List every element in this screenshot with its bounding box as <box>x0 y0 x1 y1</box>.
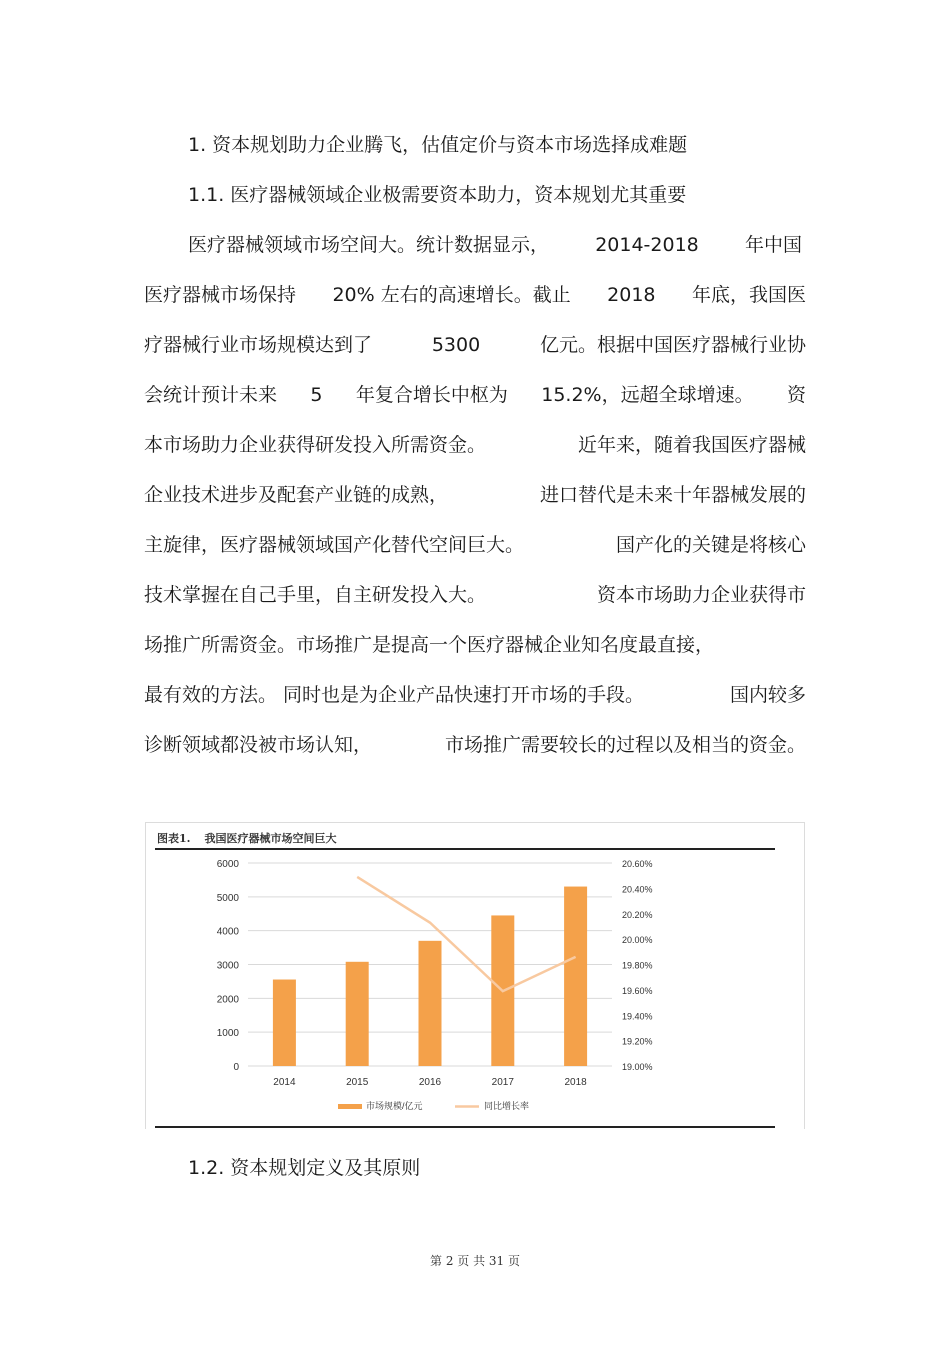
y-left-tick-label: 3000 <box>216 960 239 972</box>
x-tick-label: 2015 <box>346 1077 369 1088</box>
paragraph-segment: 2018 <box>607 284 656 306</box>
paragraph-segment: 主旋律，医疗器械领域国产化替代空间巨大。 <box>144 534 525 556</box>
figure-title <box>157 830 336 846</box>
paragraph-line <box>144 533 806 557</box>
paragraph-line <box>144 683 806 707</box>
heading-1-2: 1.2. 资本规划定义及其原则 <box>188 1157 421 1179</box>
y-right-tick-label: 19.60% <box>622 985 653 996</box>
paragraph-segment: 本市场助力企业获得研发投入所需资金。 <box>144 434 487 456</box>
y-right-tick-label: 20.00% <box>622 935 653 946</box>
paragraph-line <box>144 633 806 657</box>
y-left-tick-label: 4000 <box>216 926 239 938</box>
paragraph-segment: 年复合增长中枢为 <box>355 384 508 406</box>
paragraph-segment: 资 <box>786 384 806 406</box>
paragraph-segment: 医疗器械市场保持 <box>144 284 297 306</box>
paragraph-segment: 诊断领域都没被市场认知， <box>144 734 373 756</box>
paragraph-segment: 进口替代是未来十年器械发展的 <box>539 484 806 506</box>
paragraph-segment: 国产化的关键是将核心 <box>615 534 806 556</box>
paragraph-line <box>144 383 806 407</box>
y-right-tick-label: 19.40% <box>622 1011 653 1022</box>
paragraph-line <box>144 733 806 757</box>
y-right-tick-label: 20.60% <box>622 859 653 869</box>
paragraph-segment: 会统计预计未来 <box>144 384 278 406</box>
paragraph-segment: 疗器械行业市场规模达到了 <box>144 334 373 356</box>
y-right-tick-label: 19.80% <box>622 960 653 971</box>
heading-1-1: 1.1. 医疗器械领域企业极需要资本助力，资本规划尤其重要 <box>188 184 687 206</box>
paragraph-line <box>144 283 806 307</box>
paragraph-segment: 5 <box>310 384 323 406</box>
figure-bottom-rule <box>155 1126 775 1128</box>
y-right-tick-label: 20.40% <box>622 884 653 895</box>
figure-caption: 我国医疗器械市场空间巨大 <box>204 832 337 845</box>
y-left-tick-label: 5000 <box>216 892 239 904</box>
paragraph-segment: 医疗器械领域市场空间大。统计数据显示， <box>188 234 550 256</box>
y-left-tick-label: 1000 <box>216 1028 239 1040</box>
y-right-tick-label: 19.00% <box>622 1062 653 1072</box>
page-footer: 第 2 页 共 31 页 <box>430 1254 520 1268</box>
paragraph-segment: 亿元。根据中国医疗器械行业协 <box>539 334 806 356</box>
y-right-tick-label: 20.20% <box>622 909 653 920</box>
x-tick-label: 2018 <box>564 1077 587 1088</box>
legend-label-bars: 市场规模/亿元 <box>366 1101 423 1111</box>
paragraph-segment: 场推广所需资金。市场推广是提高一个医疗器械企业知名度最直接， <box>144 634 715 656</box>
y-right-tick-label: 19.20% <box>622 1036 653 1047</box>
paragraph-segment: 技术掌握在自己手里，自主研发投入大。 <box>144 584 487 606</box>
paragraph-segment: 近年来，随着我国医疗器械 <box>577 434 806 456</box>
paragraph-segment: 2014-2018 <box>595 234 699 256</box>
paragraph-line <box>144 333 806 357</box>
paragraph-segment: 最有效的方法。 同时也是为企业产品快速打开市场的手段。 <box>144 684 645 706</box>
x-tick-label: 2014 <box>273 1077 296 1088</box>
legend-label-line: 同比增长率 <box>484 1101 530 1111</box>
heading-1: 1. 资本规划助力企业腾飞，估值定价与资本市场选择成难题 <box>188 134 688 156</box>
paragraph-segment: 企业技术进步及配套产业链的成熟， <box>144 484 449 506</box>
paragraph-segment: 国内较多 <box>729 684 806 706</box>
figure-label: 图表1. <box>157 832 191 845</box>
paragraph-segment: 20% 左右的高速增长。截止 <box>332 284 571 306</box>
paragraph-line <box>144 583 806 607</box>
paragraph-line <box>144 483 806 507</box>
x-tick-label: 2016 <box>418 1077 442 1088</box>
paragraph-segment: 5300 <box>431 334 481 356</box>
figure-frame <box>145 822 805 1129</box>
y-left-tick-label: 6000 <box>216 859 239 870</box>
paragraph-segment: 市场推广需要较长的过程以及相当的资金。 <box>444 734 806 756</box>
paragraph-segment: 资本市场助力企业获得市 <box>596 584 806 606</box>
y-left-tick-label: 2000 <box>216 994 239 1006</box>
paragraph-segment: 年中国 <box>744 234 802 256</box>
x-tick-label: 2017 <box>491 1077 514 1088</box>
paragraph-segment: 年底，我国医 <box>691 284 806 306</box>
figure-top-rule <box>155 848 775 850</box>
paragraph-segment: 15.2%，远超全球增速。 <box>541 384 754 406</box>
paragraph-line <box>188 233 802 257</box>
y-left-tick-label: 0 <box>233 1062 239 1073</box>
paragraph-line <box>144 433 806 457</box>
